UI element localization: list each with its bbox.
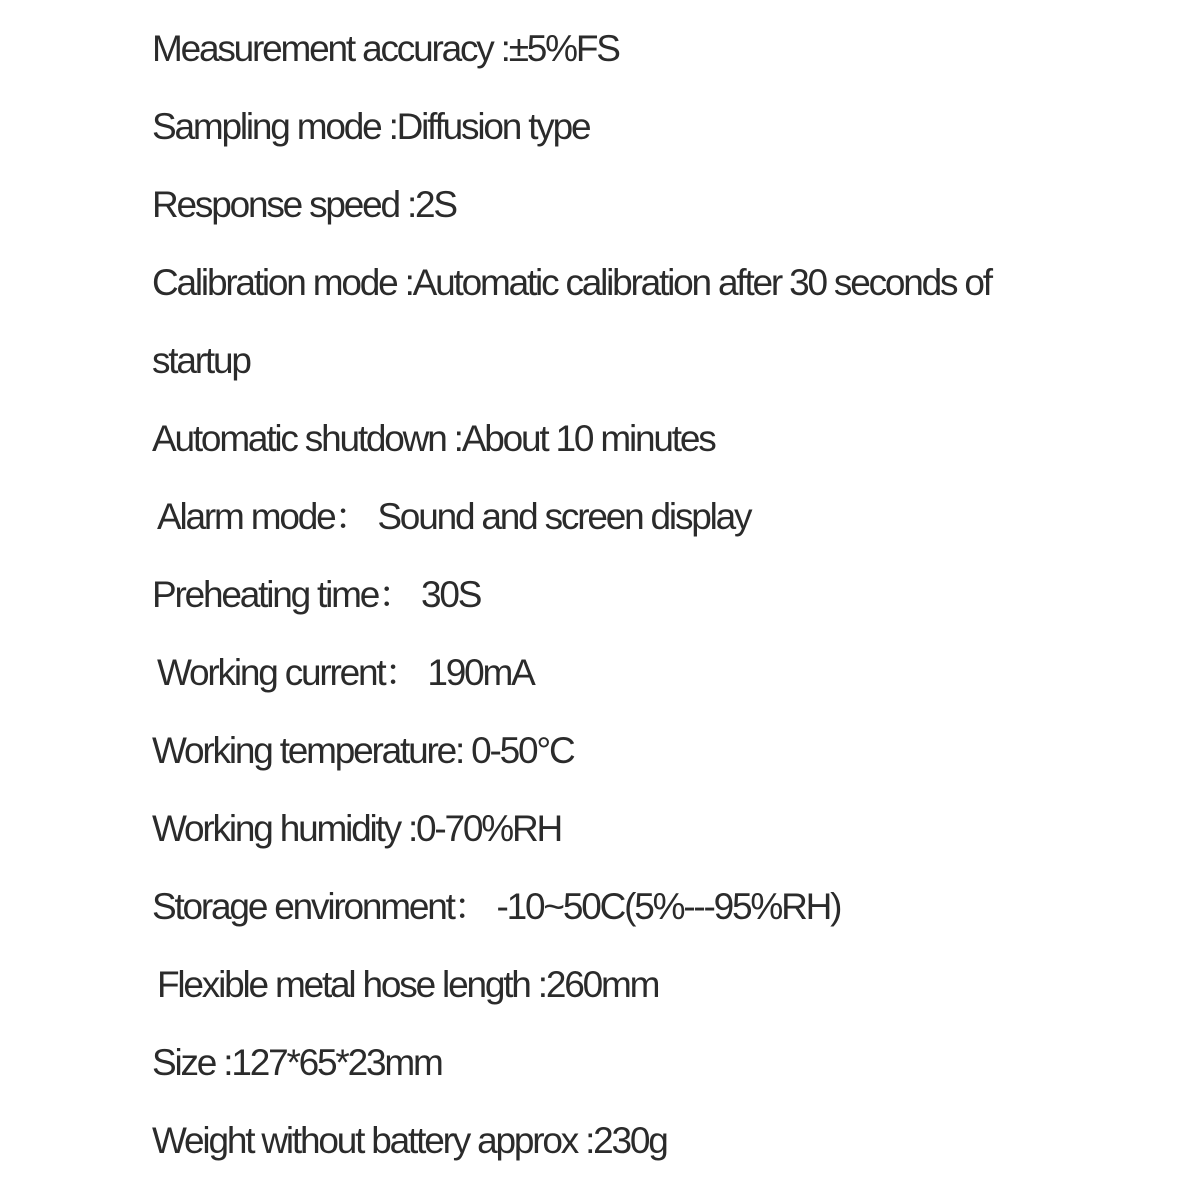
spec-calibration-mode: Calibration mode :Automatic calibration after 30 seconds of (152, 262, 991, 303)
spec-preheating-time: Preheating time： 30S (152, 574, 481, 615)
spec-working-temperature: Working temperature: 0-50°C (152, 730, 574, 771)
spec-calibration-mode-continued: startup (152, 340, 250, 381)
spec-size: Size :127*65*23mm (152, 1042, 442, 1083)
spec-sampling-mode: Sampling mode :Diffusion type (152, 106, 590, 147)
spec-sheet (152, 10, 1152, 1180)
spec-measurement-accuracy: Measurement accuracy :±5%FS (152, 28, 619, 69)
spec-working-current: Working current： 190mA (157, 652, 534, 693)
spec-hose-length: Flexible metal hose length :260mm (157, 964, 659, 1005)
spec-weight: Weight without battery approx :230g (152, 1120, 667, 1161)
spec-storage-environment: Storage environment： -10~50C(5%---95%RH) (152, 886, 841, 927)
spec-working-humidity: Working humidity :0-70%RH (152, 808, 562, 849)
spec-response-speed: Response speed :2S (152, 184, 456, 225)
spec-alarm-mode: Alarm mode： Sound and screen display (157, 496, 751, 537)
spec-automatic-shutdown: Automatic shutdown :About 10 minutes (152, 418, 715, 459)
